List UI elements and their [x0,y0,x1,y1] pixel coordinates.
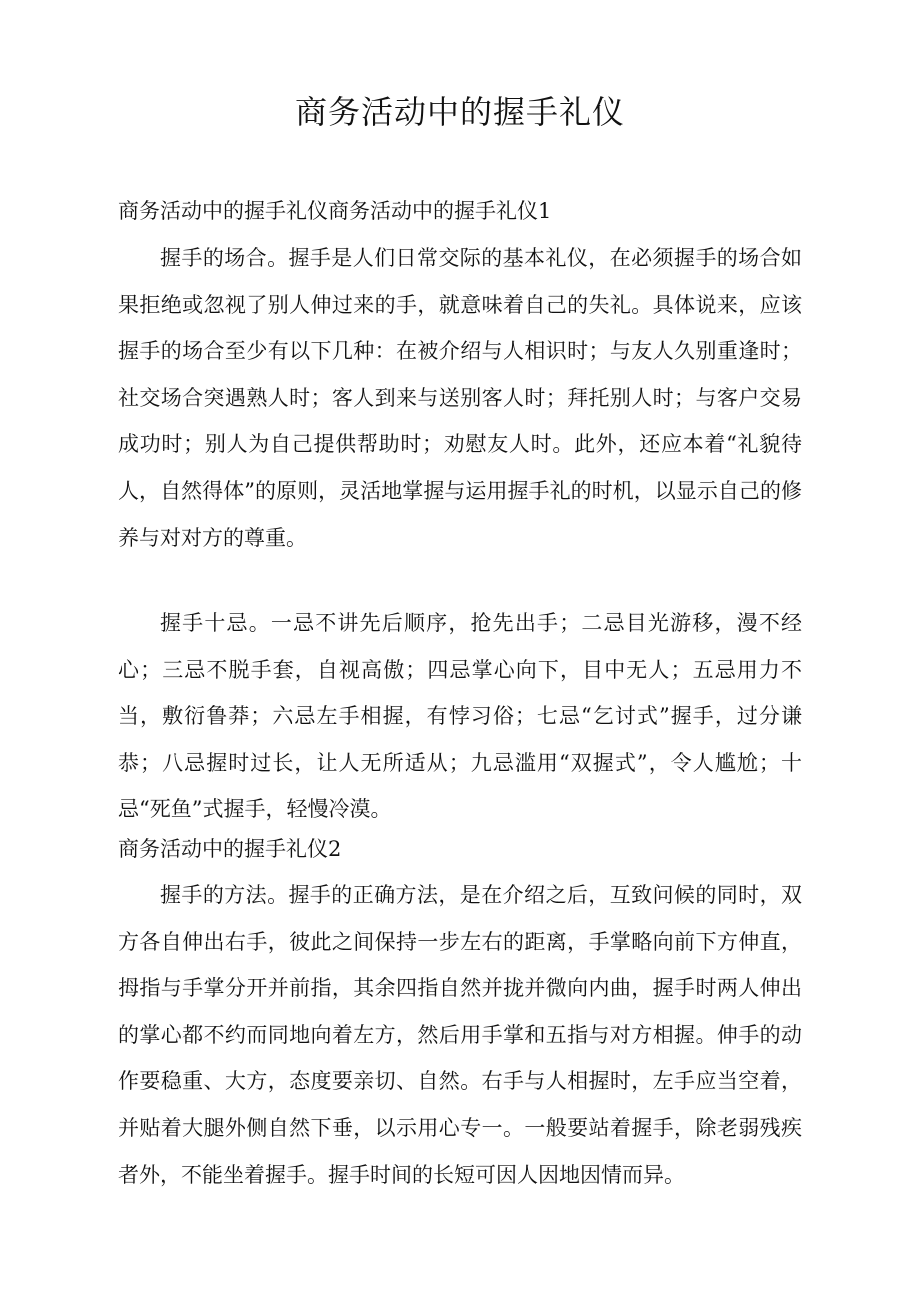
section-1-paragraph-taboos: 握手十忌。一忌不讲先后顺序，抢先出手；二忌目光游移，漫不经心；三忌不脱手套，自视高傲；四忌掌心向下，目中无人；五忌用力不当，敷衍鲁莽；六忌左手相握，有悖习俗；七忌“乞讨式”握手，过分谦恭；八忌握时过长，让人无所适从；九忌滥用“双握式”，令人尴尬；十忌“死鱼”式握手，轻慢冷漠。 [118,611,802,822]
section-2-heading: 商务活动中的握手礼仪2 [118,837,342,861]
section-1-heading: 商务活动中的握手礼仪商务活动中的握手礼仪1 [118,199,552,223]
section-2-paragraph-method: 握手的方法。握手的正确方法，是在介绍之后，互致问候的同时，双方各自伸出右手，彼此之间保持一步左右的距离，手掌略向前下方伸直，拇指与手掌分开并前指，其余四指自然并拢并微向内曲，握手时两人伸出的掌心都不约而同地向着左方，然后用手掌和五指与对方相握。伸手的动作要稳重、大方，态度要亲切、自然。右手与人相握时，左手应当空着，并贴着大腿外侧自然下垂，以示用心专一。一般要站着握手，除老弱残疾者外，不能坐着握手。握手时间的长短可因人因地因情而异。 [118,883,802,1187]
section-1-paragraph-occasions: 握手的场合。握手是人们日常交际的基本礼仪，在必须握手的场合如果拒绝或忽视了别人伸过来的手，就意味着自己的失礼。具体说来，应该握手的场合至少有以下几种：在被介绍与人相识时；与友人久别重逢时；社交场合突遇熟人时；客人到来与送别客人时；拜托别人时；与客户交易成功时；别人为自己提供帮助时；劝慰友人时。此外，还应本着“礼貌待人，自然得体”的原则，灵活地掌握与运用握手礼的时机，以显示自己的修养与对对方的尊重。 [118,246,802,550]
document-title: 商务活动中的握手礼仪 [294,93,625,131]
